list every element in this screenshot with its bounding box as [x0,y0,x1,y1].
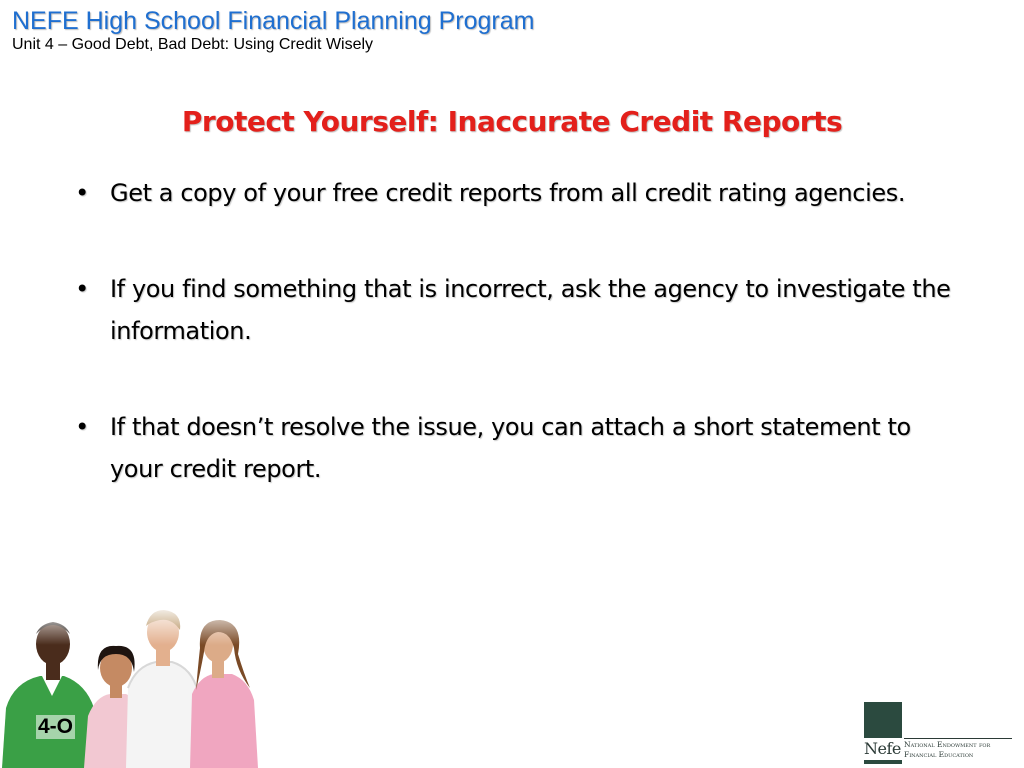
bullet-icon: • [75,275,89,303]
students-photo [0,604,268,768]
logo-mark-letters: Nefe [864,738,904,760]
nefe-logo [862,702,1018,764]
unit-subtitle: Unit 4 – Good Debt, Bad Debt: Using Credit Wisely [12,36,374,53]
bullet-text: If that doesn’t resolve the issue, you can attach a short statement to your credit report. [110,413,911,483]
slide-header [12,6,534,54]
bullet-icon: • [75,413,89,441]
bullet-icon: • [75,179,89,207]
bullet-text: Get a copy of your free credit reports from all credit rating agencies. [110,179,906,207]
slide-title: Protect Yourself: Inaccurate Credit Reports [181,105,843,138]
logo-name-line-1: National Endowment for [904,740,991,749]
bullet-item [72,172,952,214]
bullet-item [72,406,952,490]
bullet-list [72,172,952,544]
logo-name-line-2: Financial Education [904,750,974,759]
slide-number: 4-O [38,715,74,738]
bullet-item [72,268,952,352]
bullet-text: If you find something that is incorrect, ask the agency to investigate the information. [110,275,951,345]
program-title: NEFE High School Financial Planning Program [12,7,535,35]
logo-name [904,740,1018,760]
logo-divider [904,738,1012,739]
